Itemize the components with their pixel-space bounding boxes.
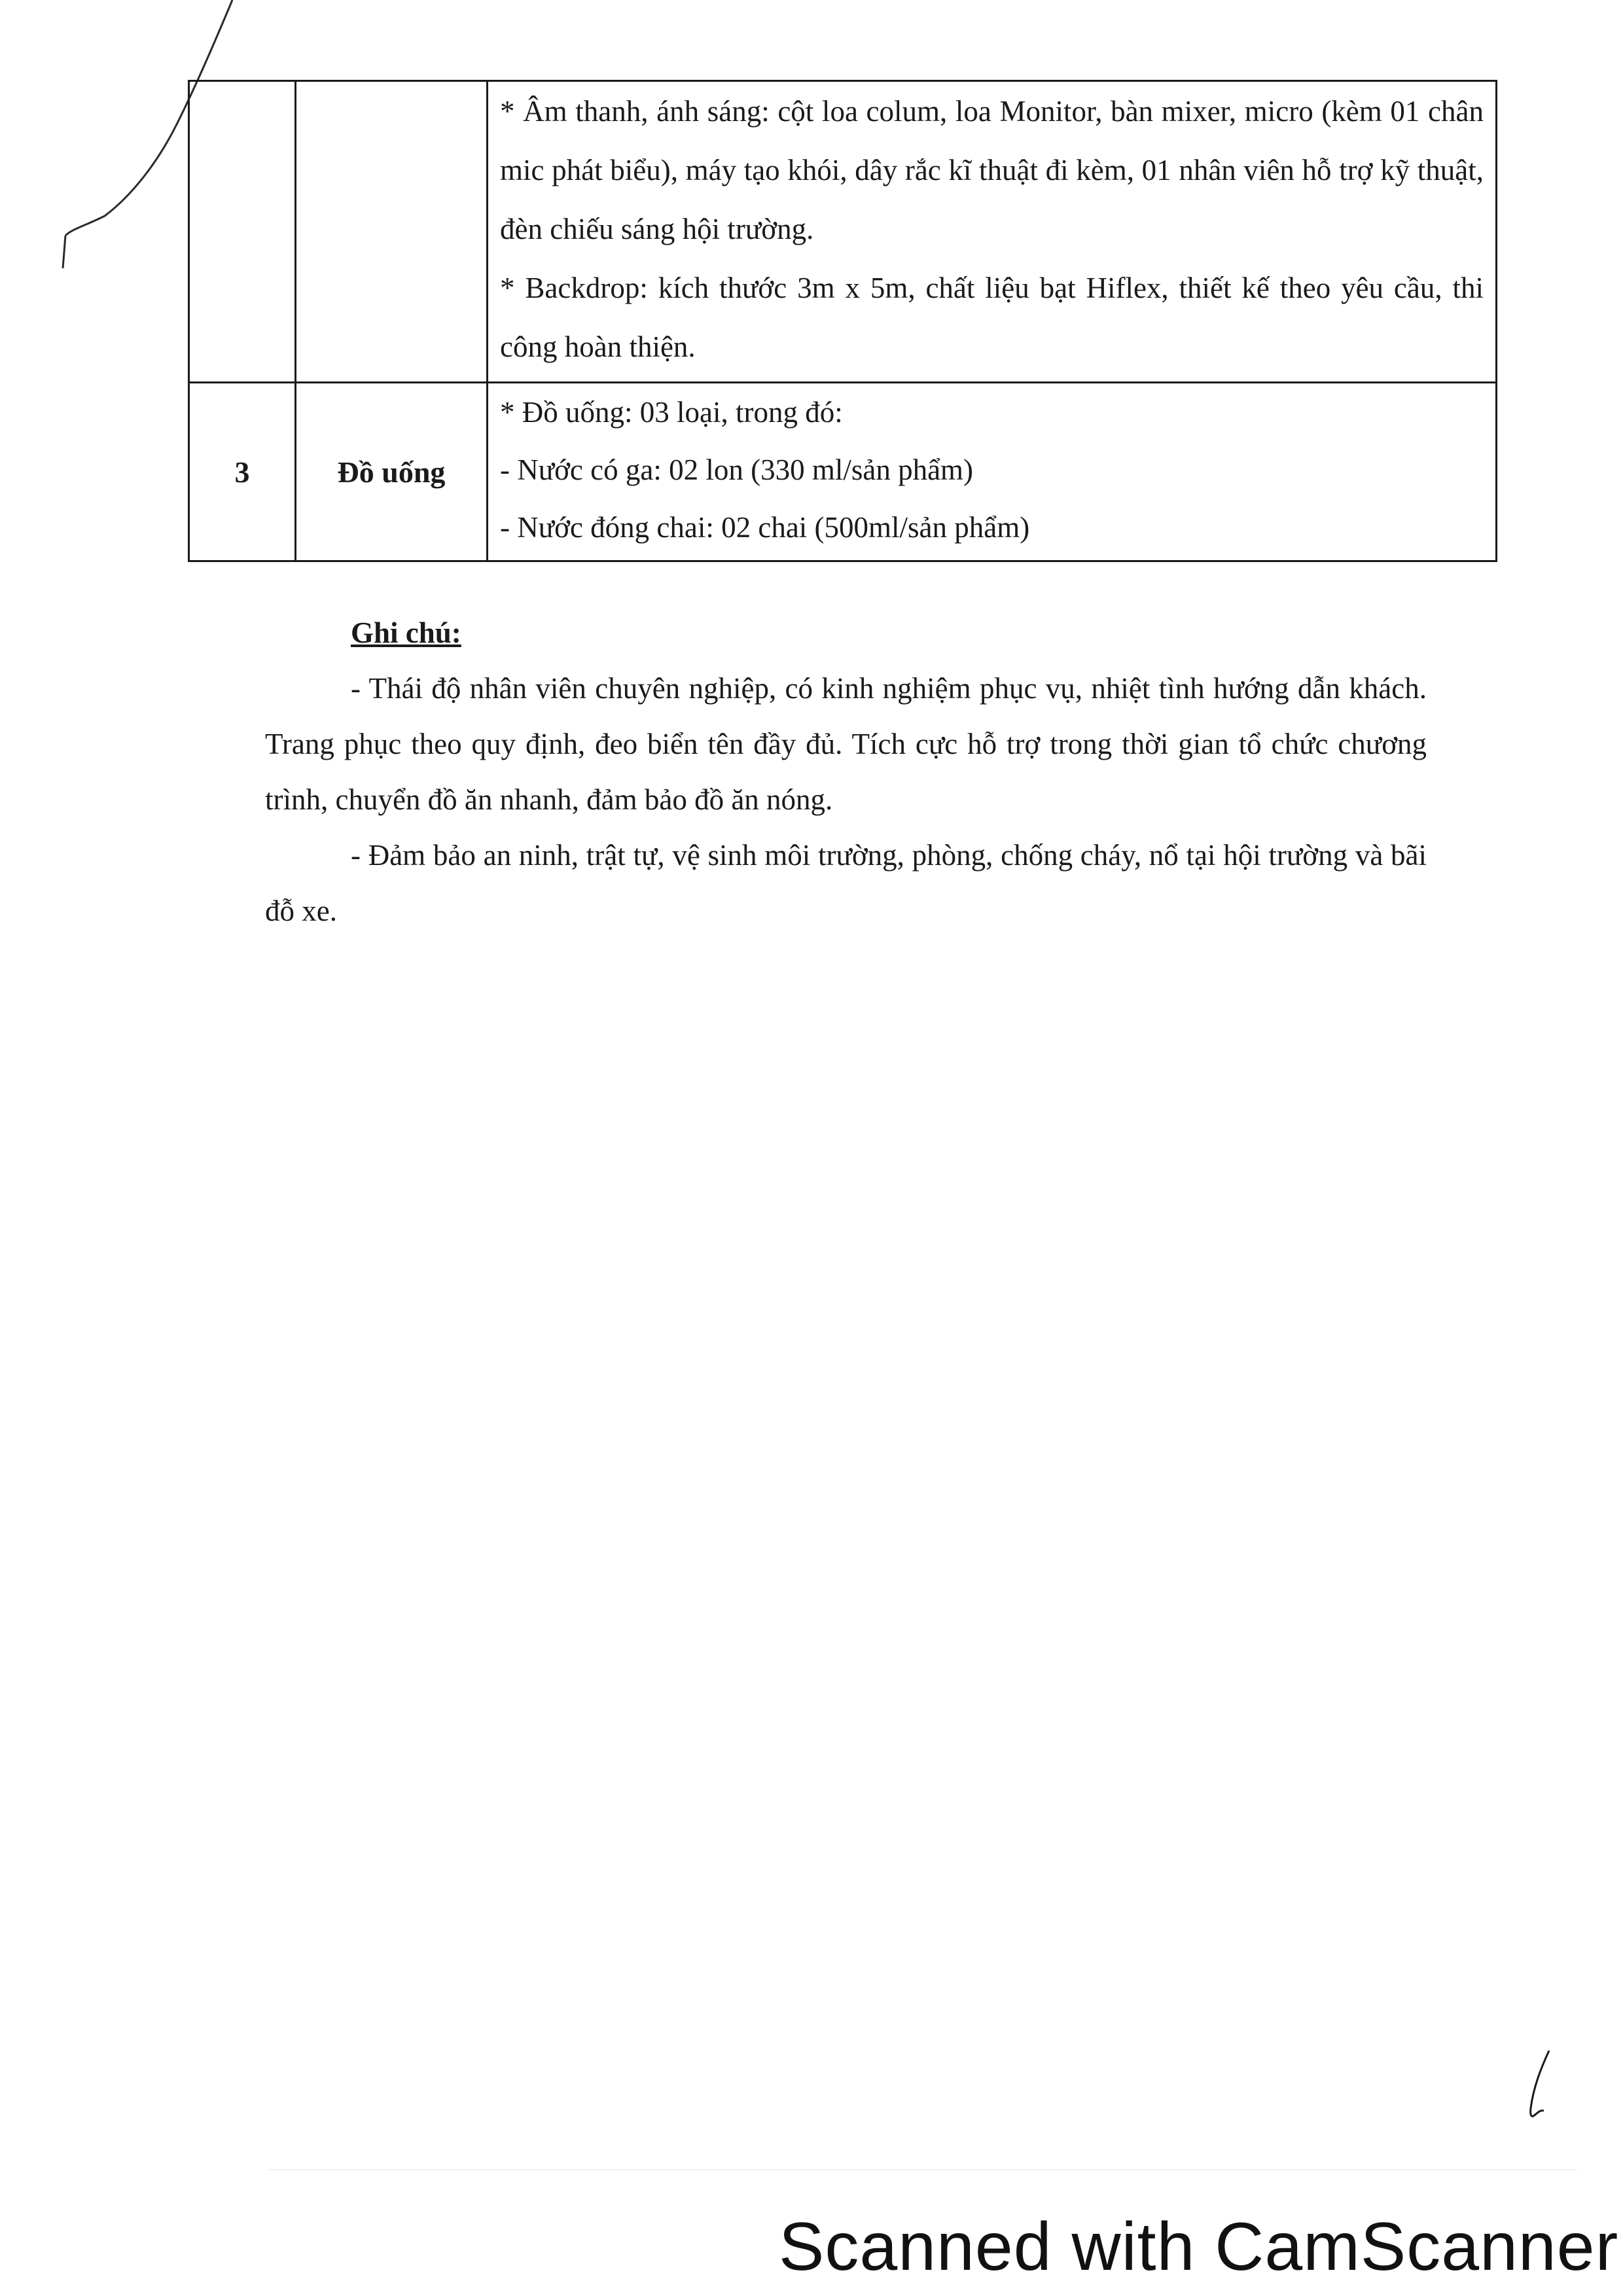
row-number-cell: 3 (189, 383, 296, 561)
note-item: - Thái độ nhân viên chuyên nghiệp, có kinh nghiệm phục vụ, nhiệt tình hướng dẫn khách. Trang phục theo quy định, đeo biển tên đầy đủ. Tích cực hỗ trợ trong thời gian tổ chức chương trình, chuyển đồ ăn nhanh, đảm bảo đồ ăn nóng. (265, 672, 1427, 816)
detail-line: * Âm thanh, ánh sáng: cột loa colum, loa Monitor, bàn mixer, micro (kèm 01 chân mic phát biểu), máy tạo khói, dây rắc kĩ thuật đi kèm, 01 nhân viên hỗ trợ kỹ thuật, đèn chiếu sáng hội trường. (500, 95, 1484, 245)
specification-table (188, 80, 1497, 562)
handwritten-check-mark (1522, 2048, 1561, 2127)
table-row (189, 81, 1497, 383)
notes-section (265, 605, 1427, 939)
row-item-cell: Đồ uống (296, 383, 488, 561)
row-number-cell (189, 81, 296, 383)
note-item: - Đảm bảo an ninh, trật tự, vệ sinh môi trường, phòng, chống cháy, nổ tại hội trường và bãi đỗ xe. (265, 839, 1427, 927)
notes-title: Ghi chú: (351, 616, 461, 649)
detail-line: * Đồ uống: 03 loại, trong đó: (500, 396, 843, 429)
scanner-watermark: Scanned with CamScanner (779, 2209, 1619, 2285)
detail-line: * Backdrop: kích thước 3m x 5m, chất liệu bạt Hiflex, thiết kế theo yêu cầu, thi công hoàn thiện. (500, 272, 1484, 363)
row-detail-cell (488, 81, 1497, 383)
detail-line: - Nước đóng chai: 02 chai (500ml/sản phẩm) (500, 511, 1030, 544)
detail-line: - Nước có ga: 02 lon (330 ml/sản phẩm) (500, 453, 974, 486)
row-item-cell (296, 81, 488, 383)
table-row (189, 383, 1497, 561)
footer-divider (268, 2169, 1577, 2170)
row-detail-cell (488, 383, 1497, 561)
